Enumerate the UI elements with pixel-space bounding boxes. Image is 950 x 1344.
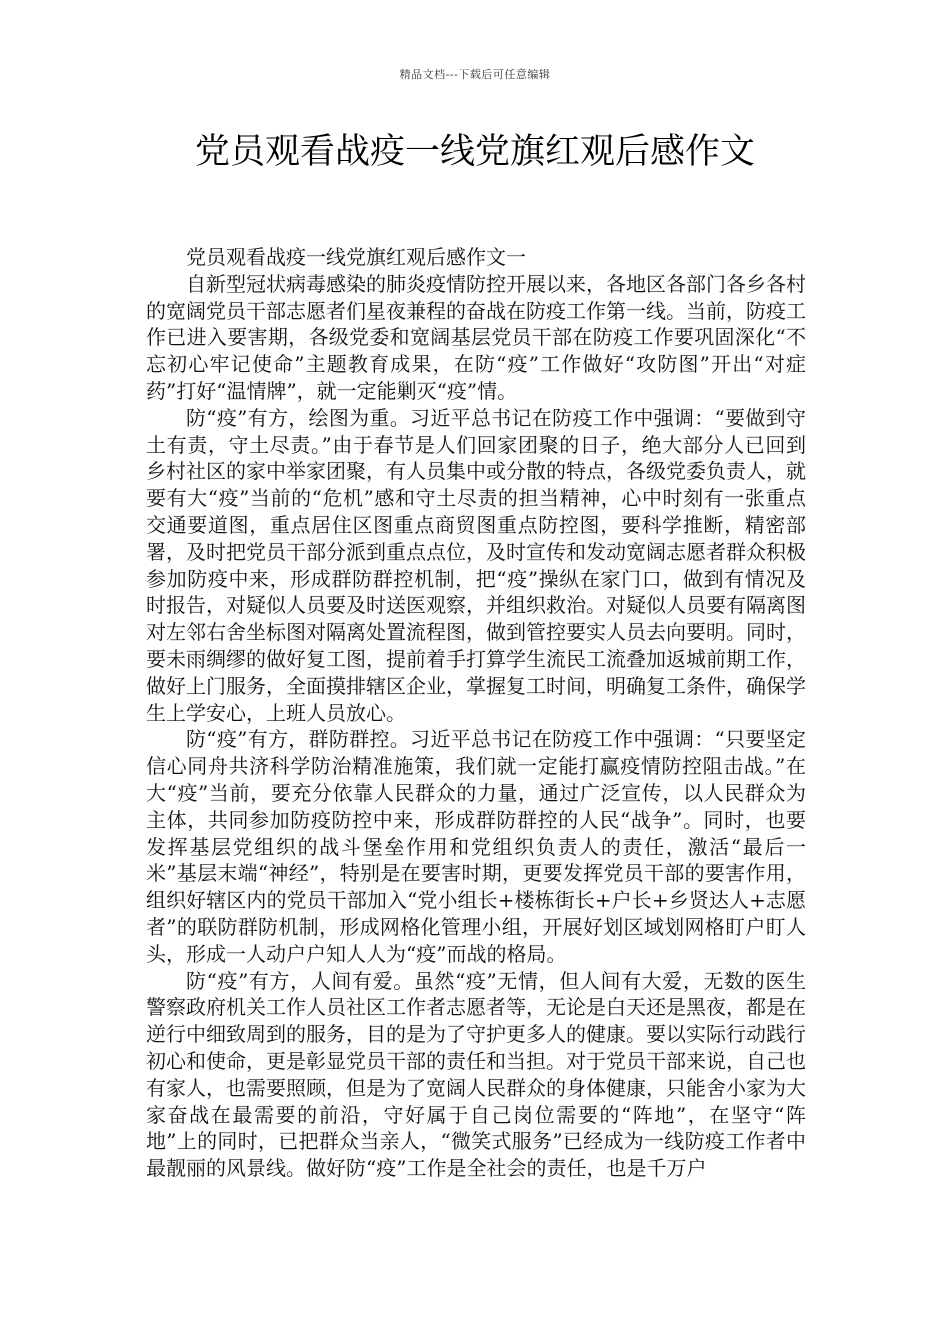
body-paragraph-3: 防“疫”有方，群防群控。习近平总书记在防疫工作中强调：“只要坚定信心同舟共济科学防治精准施策，我们就一定能打赢疫情防控阻击战。”在大“疫”当前，要充分依靠人民群众的力量，通过广泛宣传，以人民群众为主体，共同参加防疫防控中来，形成群防群控的人民“战争”。同时，也要发挥基层党组织的战斗堡垒作用和党组织负责人的责任，激活“最后一米”基层末端“神经”，特别是在要害时期，更要发挥党员干部的要害作用，组织好辖区内的党员干部加入“党小组长+楼栋街长+户长+乡贤达人+志愿者”的联防群防机制，形成网格化管理小组，开展好划区域划网格盯户盯人头，形成一人动户户知人人为“疫”而战的格局。 [146, 727, 806, 966]
body-paragraph-2: 防“疫”有方，绘图为重。习近平总书记在防疫工作中强调：“要做到守土有责，守土尽责。”由于春节是人们回家团聚的日子，绝大部分人已回到乡村社区的家中举家团聚，有人员集中或分散的特点，各级党委负责人，就要有大“疫”当前的“危机”感和守土尽责的担当精神，心中时刻有一张重点交通要道图，重点居住区图重点商贸图重点防控图，要科学推断，精密部署，及时把党员干部分派到重点点位，及时宣传和发动宽阔志愿者群众积极参加防疫中来，形成群防群控机制，把“疫”操纵在家门口，做到有情况及时报告，对疑似人员要及时送医观察，并组织救治。对疑似人员要有隔离图对左邻右舍坐标图对隔离处置流程图，做到管控要实人员去向要明。同时，要未雨绸缪的做好复工图，提前着手打算学生流民工流叠加返城前期工作，做好上门服务，全面摸排辖区企业，掌握复工时间，明确复工条件，确保学生上学安心，上班人员放心。 [146, 405, 806, 725]
document-title: 党员观看战疫一线党旗红观后感作文 [194, 132, 755, 172]
body-paragraph-4: 防“疫”有方，人间有爱。虽然“疫”无情，但人间有大爱，无数的医生警察政府机关工作人员社区工作者志愿者等，无论是白天还是黑夜，都是在逆行中细致周到的服务，目的是为了守护更多人的健康。要以实际行动践行初心和使命，更是彰显党员干部的责任和当担。对于党员干部来说，自己也有家人，也需要照顾，但是为了宽阔人民群众的身体健康，只能舍小家为大家奋战在最需要的前沿，守好属于自己岗位需要的“阵地”，在坚守“阵地”上的同时，已把群众当亲人，“微笑式服务”已经成为一线防疫工作者中最靓丽的风景线。做好防“疫”工作是全社会的责任，也是千万户 [146, 968, 806, 1181]
section-subtitle: 党员观看战疫一线党旗红观后感作文一 [186, 245, 526, 269]
body-paragraph-1: 自新型冠状病毒感染的肺炎疫情防控开展以来，各地区各部门各乡各村的宽阔党员干部志愿者们星夜兼程的奋战在防疫工作第一线。当前，防疫工作已进入要害期，各级党委和宽阔基层党员干部在防疫工作要巩固深化“不忘初心牢记使命”主题教育成果，在防“疫”工作做好“攻防图”开出“对症药”打好“温情牌”，就一定能剿灭“疫”情。 [146, 271, 806, 403]
document-body [146, 244, 806, 1182]
header-note: 精品文档---下载后可任意编辑 [399, 68, 551, 81]
